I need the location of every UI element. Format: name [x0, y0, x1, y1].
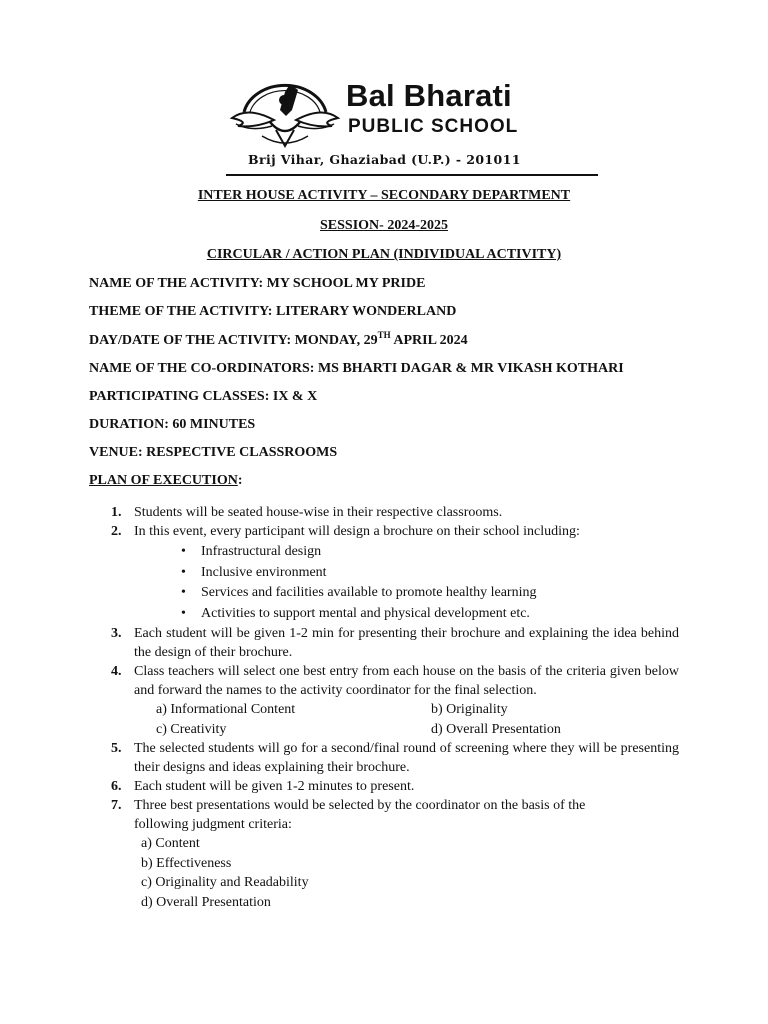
list-item: 3. Each student will be given 1-2 min for presenting their brochure and explaining the idea behind the design of their brochure.: [111, 626, 679, 660]
bullet-icon: •: [181, 585, 186, 600]
header-divider: [226, 174, 598, 176]
bullet-item: • Inclusive environment: [134, 563, 679, 584]
circular-heading: CIRCULAR / ACTION PLAN (INDIVIDUAL ACTIVITY): [206, 247, 562, 262]
list-item: 1. Students will be seated house-wise in their respective classrooms.: [111, 505, 503, 520]
list-item: 5. The selected students will go for a second/final round of screening where they will be presenting their designs and ideas explaining their brochure.: [111, 741, 679, 775]
criteria-item: c) Originality and Readability: [141, 875, 309, 890]
activity-name: NAME OF THE ACTIVITY: MY SCHOOL MY PRIDE: [89, 276, 426, 291]
criteria-row: c) Creativity d) Overall Presentation: [156, 721, 561, 737]
bullet-item: • Activities to support mental and physical development etc.: [134, 604, 679, 625]
criteria-item: d) Overall Presentation: [141, 894, 271, 910]
school-header: [226, 70, 598, 176]
school-subtitle: PUBLIC SCHOOL: [348, 116, 519, 137]
duration: DURATION: 60 MINUTES: [89, 417, 256, 432]
session-heading: SESSION- 2024-2025: [320, 218, 448, 233]
criteria-item: a) Content: [141, 836, 200, 851]
list-item: 2. In this event, every participant will design a brochure on their school including: • Infrastructural design • Inclusive environment • Services and facilities available to promote healthy learning • Activities to support mental and physical development etc.: [89, 522, 679, 624]
activity-theme: THEME OF THE ACTIVITY: LITERARY WONDERLAND: [89, 304, 457, 319]
criteria-item: b) Effectiveness: [141, 855, 232, 871]
coordinators: NAME OF THE CO-ORDINATORS: MS BHARTI DAGAR & MR VIKASH KOTHARI: [89, 361, 624, 376]
list-item: 4. Class teachers will select one best entry from each house on the basis of the criteria given below and forward the names to the activity coordinator for the final selection. a) Informational Content b) Originality c) Creativity d) Overall Presentation: [89, 662, 679, 739]
list-item: 7. Three best presentations would be selected by the coordinator on the basis of the following judgment criteria: a) Content b) Effectiveness c) Originality and Readability d) Overall Presentation: [89, 796, 679, 912]
plan-title: PLAN OF EXECUTION:: [89, 473, 243, 488]
bullet-list: [134, 542, 679, 624]
bullet-icon: •: [181, 564, 186, 580]
list-item: 6. Each student will be given 1-2 minutes to present.: [111, 779, 415, 794]
school-emblem-icon: [226, 70, 344, 152]
judgment-criteria: [134, 834, 609, 912]
bullet-icon: •: [181, 544, 186, 559]
plan-list: [89, 503, 679, 912]
school-name: Bal Bharati: [346, 78, 512, 113]
criteria-row: a) Informational Content b) Originality: [156, 702, 508, 717]
school-address: Brij Vihar, Ghaziabad (U.P.) - 201011: [248, 152, 521, 167]
activity-date: DAY/DATE OF THE ACTIVITY: MONDAY, 29TH APRIL 2024: [89, 330, 468, 348]
bullet-icon: •: [181, 605, 186, 621]
bullet-item: • Infrastructural design: [134, 542, 679, 563]
participating-classes: PARTICIPATING CLASSES: IX & X: [89, 389, 318, 404]
activity-heading: INTER HOUSE ACTIVITY – SECONDARY DEPARTMENT: [197, 188, 571, 203]
bullet-item: • Services and facilities available to promote healthy learning: [134, 583, 679, 604]
venue: VENUE: RESPECTIVE CLASSROOMS: [89, 445, 338, 460]
